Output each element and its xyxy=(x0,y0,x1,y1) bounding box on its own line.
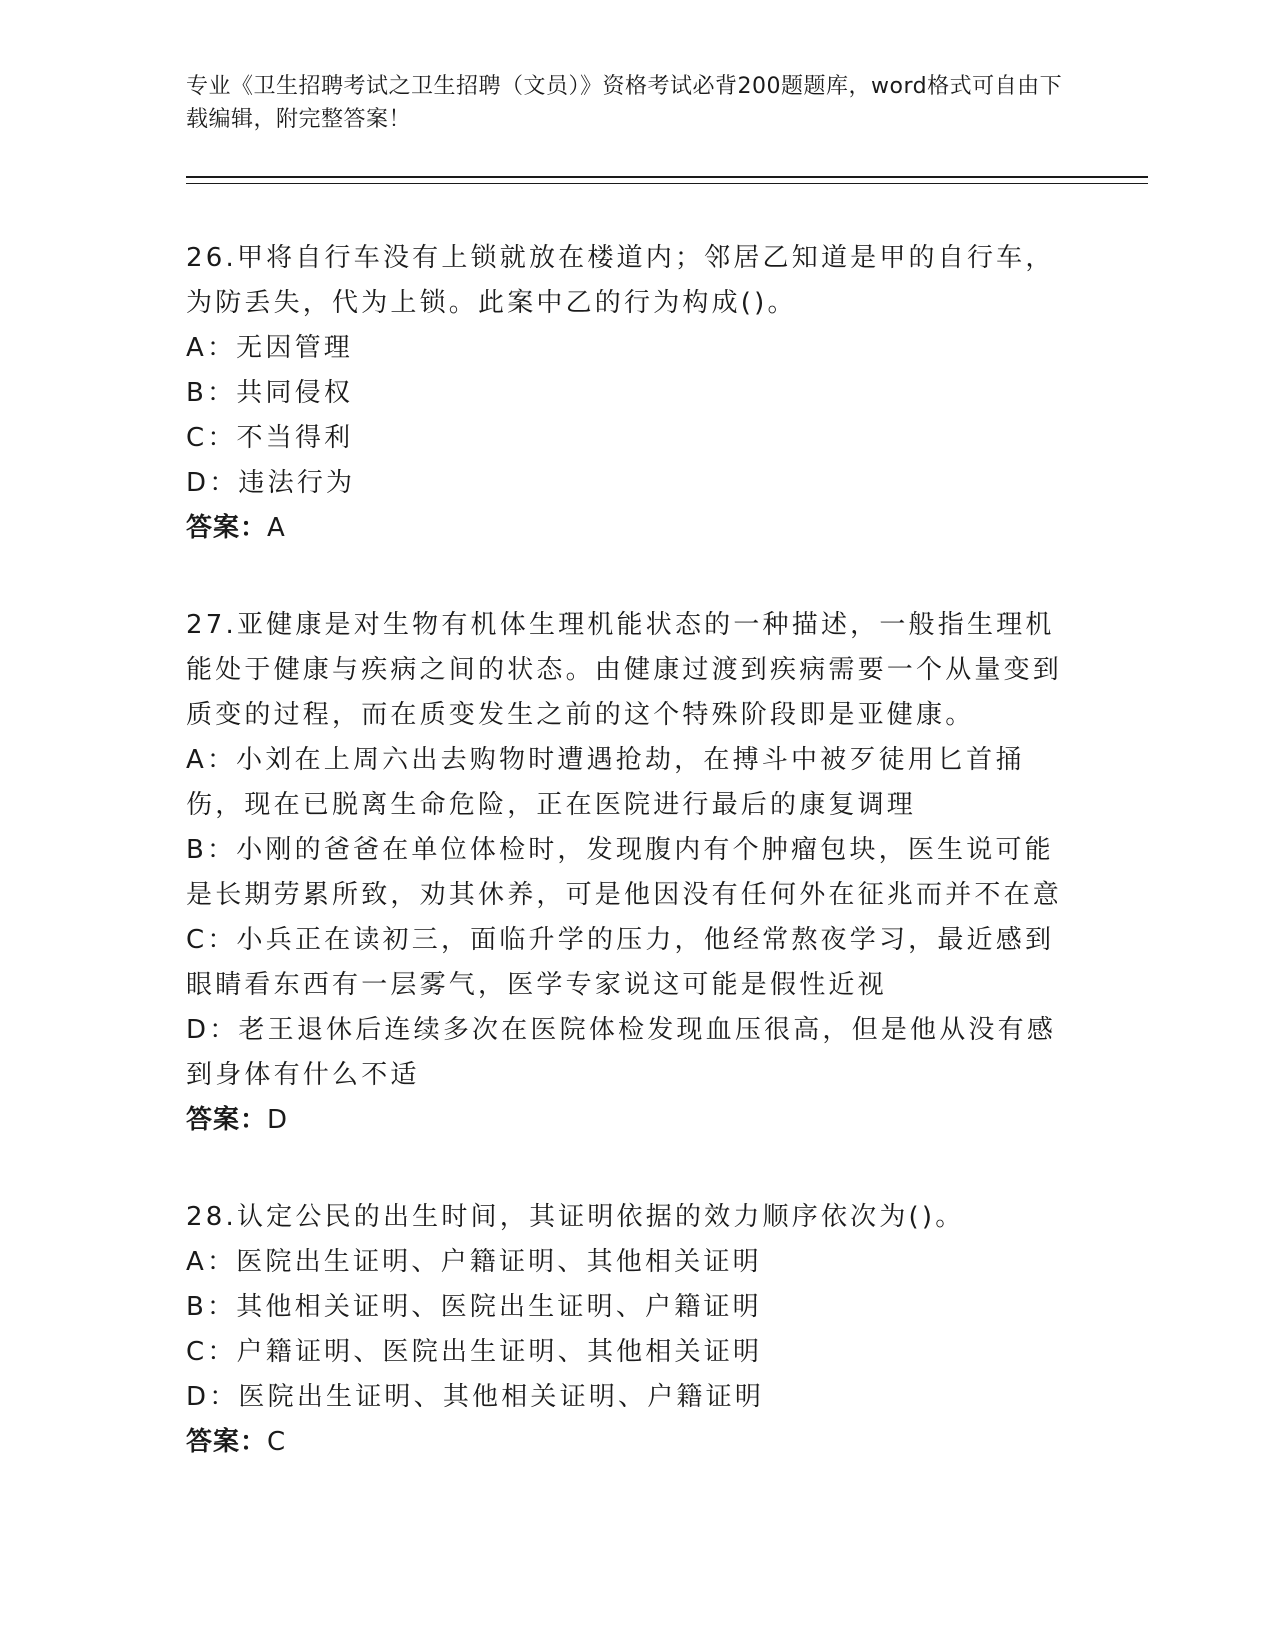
option-a: A：小刘在上周六出去购物时遭遇抢劫，在搏斗中被歹徒用匕首捅伤，现在已脱离生命危险，正在医院进行最后的康复调理 xyxy=(186,745,1025,820)
option-c: C：不当得利 xyxy=(186,423,354,453)
question-27 xyxy=(186,603,1146,1143)
option-b: B：小刚的爸爸在单位体检时，发现腹内有个肿瘤包块，医生说可能是长期劳累所致，劝其休养，可是他因没有任何外在征兆而并不在意 xyxy=(186,835,1063,910)
document-header: 专业《卫生招聘考试之卫生招聘（文员）》资格考试必背200题题库，word格式可自由下载编辑，附完整答案！ xyxy=(186,74,1063,132)
answer-line xyxy=(186,1420,1146,1465)
answer-label: 答案： xyxy=(186,1427,268,1457)
answer-value: A xyxy=(267,513,286,543)
answer-value: D xyxy=(267,1105,289,1135)
answer-line xyxy=(186,1098,1146,1143)
question-26 xyxy=(186,236,1146,551)
header-divider xyxy=(186,176,1148,184)
option-d: D：老王退休后连续多次在医院体检发现血压很高，但是他从没有感到身体有什么不适 xyxy=(186,1015,1057,1090)
option-a: A：医院出生证明、户籍证明、其他相关证明 xyxy=(186,1247,762,1277)
question-stem: 28.认定公民的出生时间，其证明依据的效力顺序依次为()。 xyxy=(186,1202,965,1232)
option-b: B：共同侵权 xyxy=(186,378,354,408)
question-stem: 27.亚健康是对生物有机体生理机能状态的一种描述，一般指生理机能处于健康与疾病之间的状态。由健康过渡到疾病需要一个从量变到质变的过程，而在质变发生之前的这个特殊阶段即是亚健康。 xyxy=(186,610,1063,730)
answer-line xyxy=(186,506,1146,551)
option-a: A：无因管理 xyxy=(186,333,353,363)
answer-value: C xyxy=(267,1427,287,1457)
option-b: B：其他相关证明、医院出生证明、户籍证明 xyxy=(186,1292,762,1322)
question-stem: 26.甲将自行车没有上锁就放在楼道内；邻居乙知道是甲的自行车，为防丢失，代为上锁。此案中乙的行为构成()。 xyxy=(186,243,1055,318)
option-d: D：医院出生证明、其他相关证明、户籍证明 xyxy=(186,1382,765,1412)
option-d: D：违法行为 xyxy=(186,468,356,498)
option-c: C：小兵正在读初三，面临升学的压力，他经常熬夜学习，最近感到眼睛看东西有一层雾气，医学专家说这可能是假性近视 xyxy=(186,925,1055,1000)
document-page xyxy=(186,70,1146,1465)
answer-label: 答案： xyxy=(186,1105,268,1135)
question-28 xyxy=(186,1195,1146,1465)
option-c: C：户籍证明、医院出生证明、其他相关证明 xyxy=(186,1337,763,1367)
answer-label: 答案： xyxy=(186,513,268,543)
